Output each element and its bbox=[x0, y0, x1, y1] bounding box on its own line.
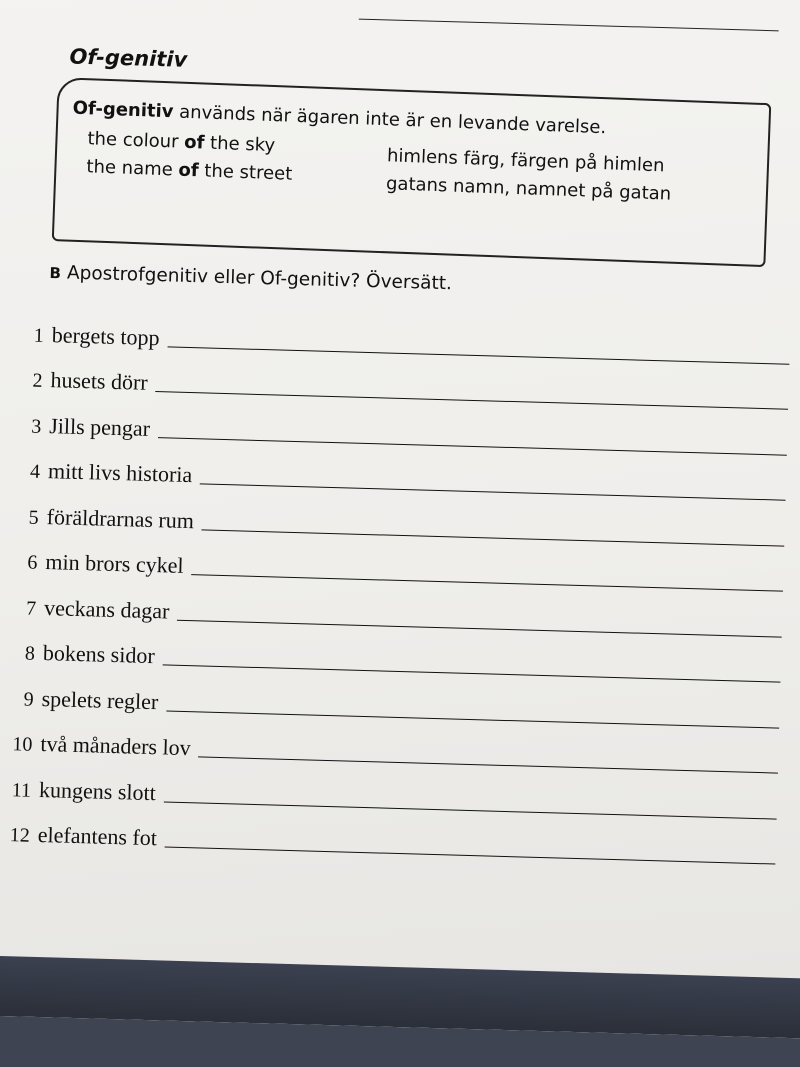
exercise-phrase: bergets topp bbox=[51, 321, 160, 350]
exercise-number: 4 bbox=[29, 460, 41, 483]
example-english-1 bbox=[87, 128, 275, 156]
task-instruction: Apostrofgenitiv eller Of-genitiv? Översätt. bbox=[66, 262, 453, 295]
exercise-number: 10 bbox=[12, 733, 33, 756]
exercise-number: 7 bbox=[25, 597, 37, 620]
exercise-phrase: två månaders lov bbox=[40, 730, 192, 761]
exercise-phrase: Jills pengar bbox=[48, 412, 151, 441]
exercise-phrase: veckans dagar bbox=[43, 594, 170, 624]
example-english-text: the colour bbox=[87, 128, 185, 153]
exercise-number: 6 bbox=[27, 551, 38, 574]
rule-text: används när ägaren inte är en levande varelse. bbox=[173, 101, 607, 139]
example-english-text: the name bbox=[86, 156, 179, 181]
exercise-number: 3 bbox=[30, 415, 42, 438]
exercise-number: 11 bbox=[11, 778, 32, 802]
exercise-number: 2 bbox=[32, 369, 43, 392]
example-of-keyword: of bbox=[178, 159, 200, 182]
exercise-number: 8 bbox=[24, 642, 36, 665]
exercise-number: 5 bbox=[28, 506, 40, 529]
example-of-keyword: of bbox=[183, 131, 205, 154]
section-title: Of-genitiv bbox=[69, 44, 188, 72]
example-english-2 bbox=[86, 156, 293, 185]
exercise-phrase: kungens slott bbox=[38, 776, 157, 805]
exercise-phrase: min brors cykel bbox=[45, 549, 184, 578]
example-english-text: the street bbox=[198, 160, 293, 185]
exercise-phrase: husets dörr bbox=[50, 367, 149, 395]
exercise-phrase: mitt livs historia bbox=[47, 458, 193, 488]
exercise-number: 1 bbox=[33, 324, 45, 347]
example-english-text: the sky bbox=[203, 132, 276, 157]
rule-term: Of-genitiv bbox=[72, 97, 174, 123]
grammar-rule-box bbox=[52, 77, 772, 267]
example-swedish-2: gatans namn, namnet på gatan bbox=[385, 173, 672, 205]
task-letter: B bbox=[49, 264, 62, 283]
exercise-phrase: bokens sidor bbox=[42, 640, 156, 669]
answer-line[interactable] bbox=[165, 846, 776, 864]
exercise-list bbox=[0, 301, 800, 869]
exercise-number: 12 bbox=[9, 824, 31, 847]
exercise-phrase: spelets regler bbox=[41, 685, 159, 714]
page-bottom-shadow bbox=[0, 955, 800, 1039]
exercise-number: 9 bbox=[23, 688, 34, 711]
task-heading bbox=[49, 262, 452, 294]
example-swedish-1: himlens färg, färgen på himlen bbox=[386, 145, 665, 177]
exercise-phrase: föräldrarnas rum bbox=[46, 503, 195, 533]
exercise-phrase: elefantens fot bbox=[37, 821, 158, 851]
top-answer-line bbox=[359, 19, 779, 32]
